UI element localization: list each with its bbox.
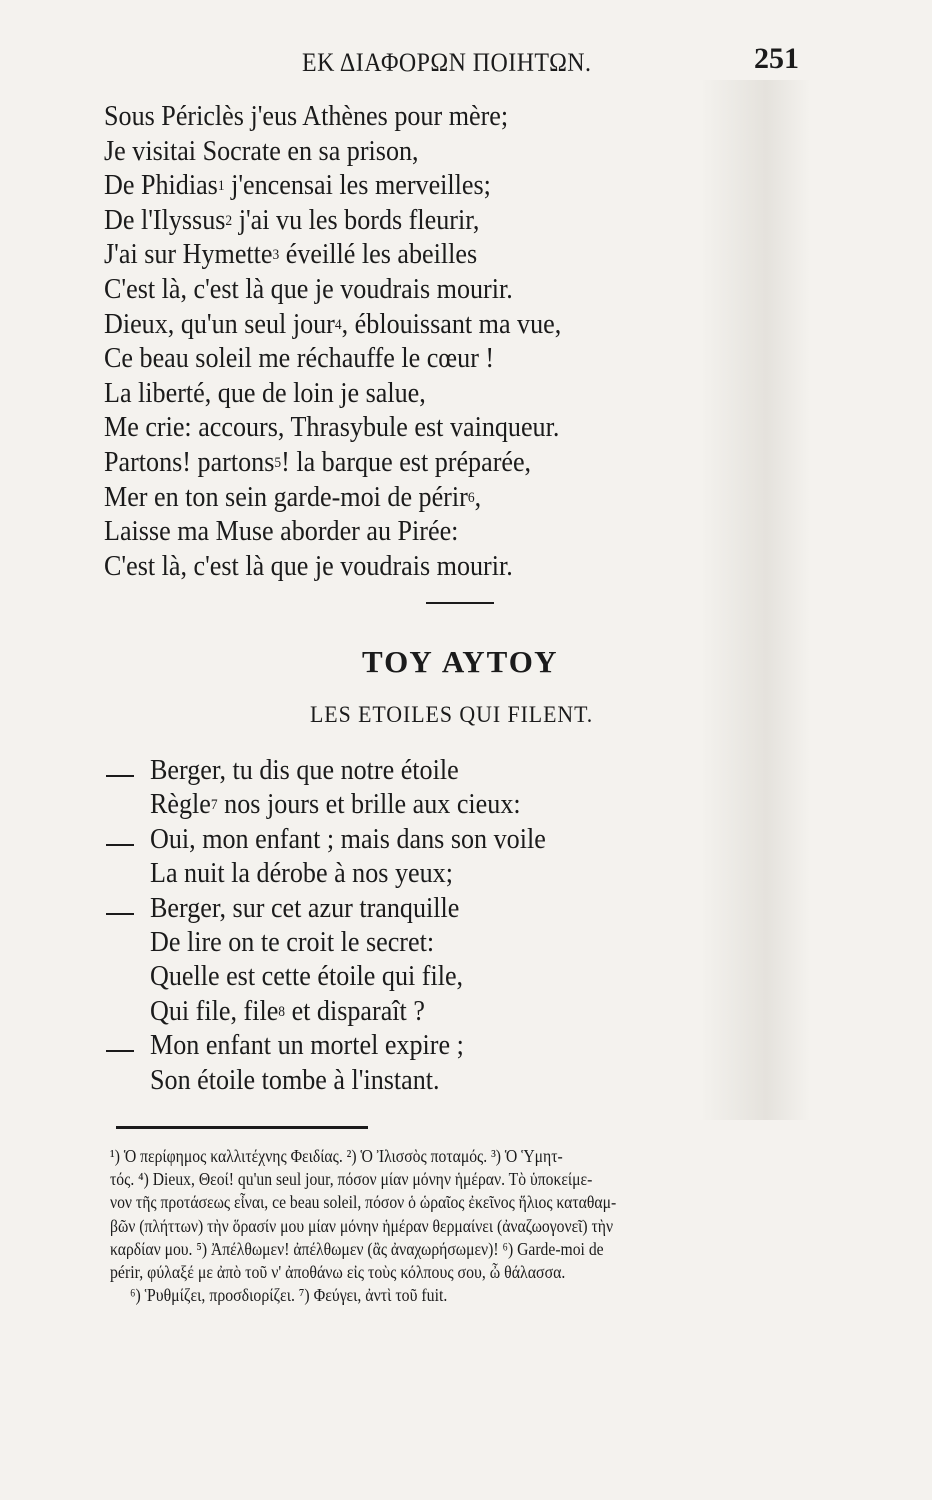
line-text: Je visitai Socrate en sa prison, [104, 134, 419, 167]
poem-line [150, 926, 434, 959]
line-text: , [474, 480, 482, 513]
line-text: nos jours et brille aux cieux: [217, 788, 521, 821]
dialogue-dash [106, 844, 134, 846]
poem-line [150, 823, 546, 856]
line-text: et disparaît ? [285, 994, 425, 1027]
line-text: De l'Ilyssus [104, 203, 226, 236]
line-text: De Phidias [104, 169, 218, 202]
poem-line [104, 342, 494, 375]
line-text: Mer en ton sein garde-moi de périr [104, 480, 468, 513]
poem-line [104, 515, 458, 548]
footnote-line: périr, φύλαξέ με ἀπὸ τοῦ ν' ἀποθάνω εἰς τοὺς κόλπους σου, ὦ θάλασσα. [110, 1262, 566, 1282]
line-text: Sous Périclès j'eus Athènes pour mère; [104, 100, 509, 132]
poem-line [150, 857, 453, 890]
poem-title: LES ETOILES QUI FILENT. [310, 702, 594, 727]
section-title: ΤΟΥ ΑΥΤΟΥ [362, 644, 559, 679]
dialogue-dash [106, 1050, 134, 1052]
poem-line [104, 411, 559, 444]
poem-line [104, 481, 481, 514]
footnote-marker: 7 [210, 797, 218, 814]
running-head: ΕΚ ΔΙΑΦΟΡΩΝ ΠΟΙΗΤΩΝ. [302, 48, 592, 77]
line-text: Dieux, qu'un seul jour [104, 307, 335, 340]
poem-line [104, 550, 513, 583]
poem-line [104, 308, 561, 341]
show-through-shadow [700, 80, 810, 1120]
line-text: j'ai vu les bords fleurir, [232, 203, 480, 236]
poem-line [150, 960, 463, 993]
footnote-rule [116, 1126, 368, 1129]
line-text: Berger, sur cet azur tranquille [150, 891, 460, 924]
footnote-line: καρδίαν μου. ⁵) Ἀπέλθωμεν! ἀπέλθωμεν (ἂς ἀναχωρήσωμεν)! ⁶) Garde-moi de [110, 1238, 604, 1259]
dialogue-dash [106, 913, 134, 915]
line-text: Oui, mon enfant ; mais dans son voile [150, 822, 546, 855]
line-text: Règle [150, 788, 211, 821]
line-text: Berger, tu dis que notre étoile [150, 754, 459, 786]
poem-line [104, 377, 426, 410]
line-text: Son étoile tombe à l'instant. [150, 1063, 440, 1096]
footnote-line: ¹) Ὁ περίφημος καλλιτέχνης Φειδίας. ²) Ὁ Ἰλισσὸς ποταμός. ³) Ὁ Ὑμητ- [110, 1146, 563, 1166]
line-text: j'encensai les merveilles; [224, 169, 491, 202]
dialogue-dash [106, 775, 134, 777]
poem-line [150, 995, 425, 1028]
line-text: J'ai sur Hymette [104, 238, 273, 271]
line-text: La liberté, que de loin je salue, [104, 376, 426, 409]
footnote-line: ⁶) Ῥυθμίζει, προσδιορίζει. ⁷) Φεύγει, ἀντὶ τοῦ fuit. [130, 1285, 448, 1306]
poem-line [150, 1064, 440, 1097]
footnote-line: νον τῆς προτάσεως εἶναι, ce beau soleil, πόσον ὁ ὡραῖος ἐκεῖνος ἥλιος καταθαμ- [110, 1192, 617, 1213]
poem-line [150, 788, 521, 821]
line-text: Me crie: accours, Thrasybule est vainqueur. [104, 411, 560, 444]
poem-line [104, 169, 491, 202]
line-text: Laisse ma Muse aborder au Pirée: [104, 515, 459, 548]
line-text: Partons! partons [104, 446, 275, 478]
page-number: 251 [754, 42, 799, 75]
separator-rule [426, 602, 494, 604]
poem-line [104, 446, 531, 479]
poem-line [104, 100, 508, 133]
page-header [0, 42, 932, 88]
footnote-line: βῶν (πλήττων) τὴν ὅρασίν μου μίαν μόνην ἡμέραν θερμαίνει (ἀναζωογονεῖ) τὴν [110, 1215, 614, 1236]
footnote-marker: 4 [334, 316, 342, 333]
line-text: , éblouissant ma vue, [341, 307, 562, 340]
poem-line [104, 135, 419, 168]
line-text: Ce beau soleil me réchauffe le cœur ! [104, 342, 495, 375]
line-text: Qui file, file [150, 994, 279, 1027]
footnote-marker: 2 [225, 212, 233, 229]
line-text: Mon enfant un mortel expire ; [150, 1029, 464, 1062]
line-text: ! la barque est préparée, [281, 446, 532, 478]
poem-line [104, 204, 479, 237]
line-text: Quelle est cette étoile qui file, [150, 960, 464, 993]
footnote-marker: 8 [278, 1003, 286, 1020]
poem-line [104, 273, 513, 306]
footnote-marker: 1 [217, 178, 225, 195]
line-text: C'est là, c'est là que je voudrais mourir. [104, 273, 513, 305]
poem-line [104, 238, 477, 271]
line-text: C'est là, c'est là que je voudrais mourir. [104, 549, 513, 582]
line-text: La nuit la dérobe à nos yeux; [150, 857, 453, 890]
line-text: De lire on te croit le secret: [150, 926, 435, 958]
footnote-marker: 5 [274, 455, 282, 471]
footnote-marker: 6 [467, 489, 475, 506]
footnote-marker: 3 [272, 247, 280, 264]
poem-line [150, 892, 459, 925]
poem-line [150, 1029, 464, 1062]
poem-line [150, 754, 459, 787]
line-text: éveillé les abeilles [279, 238, 478, 271]
footnote-line: τός. ⁴) Dieux, Θεοί! qu'un seul jour, πόσον μίαν μόνην ἡμέραν. Τὸ ὑποκείμε- [110, 1169, 593, 1190]
